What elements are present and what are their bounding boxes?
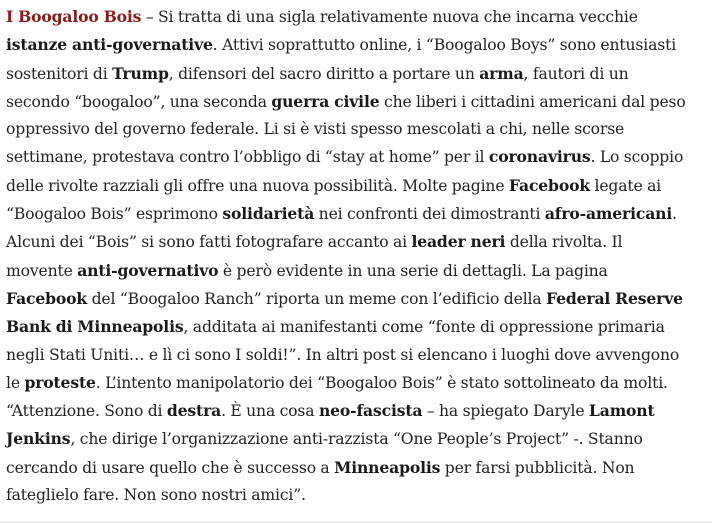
body-text: – Si tratta di una sigla relativamente nuova che incarna vecchie bbox=[141, 8, 638, 26]
emphasized-keyword: afro-americani bbox=[544, 204, 673, 224]
body-text: del “Boogaloo Ranch” riporta un meme con l’edificio della bbox=[87, 289, 547, 308]
article-body bbox=[6, 3, 686, 509]
body-text: . È una cosa bbox=[221, 402, 319, 421]
body-text: . L’intento manipolatorio dei “Boogaloo Bois” è stato sottolineato da molti. “Attenzione. Sono di bbox=[6, 373, 668, 421]
body-text: . Alcuni dei “Bois” si sono fatti fotografare accanto ai bbox=[6, 205, 677, 252]
emphasized-keyword: Federal Reserve Bank di Minneapolis bbox=[6, 288, 683, 337]
emphasized-keyword: anti-governativo bbox=[77, 260, 219, 280]
emphasized-keyword: neo-fascista bbox=[318, 401, 423, 421]
body-text: , difensori del sacro diritto a portare un bbox=[168, 64, 480, 83]
body-text: , che dirige l’organizzazione anti-razzista “One People’s Project” -. Stanno cercando di usare quello che è successo a bbox=[6, 430, 643, 477]
emphasized-keyword: guerra civile bbox=[271, 91, 380, 111]
body-text: per farsi pubblicità. Non fateglielo fare. Non sono nostri amici”. bbox=[6, 458, 635, 505]
body-text: . Attivi soprattutto online, i “Boogaloo Boys” sono entusiasti sostenitori di bbox=[6, 36, 677, 83]
emphasized-keyword: solidarietà bbox=[222, 204, 315, 224]
body-text: che liberi i cittadini americani dal peso oppressivo del governo federale. Li si è visti spesso mescolati a chi, nelle scorse settimane, protestava contro l’obbligo di “stay at home” per il bbox=[6, 92, 686, 167]
emphasized-keyword: destra bbox=[166, 401, 222, 421]
emphasized-keyword: Facebook bbox=[6, 288, 88, 308]
body-text: . Lo scoppio delle rivolte razziali gli offre una nuova possibilità. Molte pagine bbox=[6, 148, 684, 195]
article-lead-title: I Boogaloo Bois bbox=[6, 7, 142, 26]
emphasized-keyword: Trump bbox=[112, 63, 169, 83]
emphasized-keyword: arma bbox=[479, 63, 524, 83]
emphasized-keyword: istanze anti-governative bbox=[6, 35, 213, 55]
emphasized-keyword: proteste bbox=[24, 372, 96, 392]
emphasized-keyword: Facebook bbox=[508, 175, 590, 195]
emphasized-keyword: Lamont Jenkins bbox=[6, 401, 655, 449]
emphasized-keyword: coronavirus bbox=[488, 147, 591, 167]
emphasized-keyword: leader neri bbox=[411, 232, 506, 252]
emphasized-keyword: Minneapolis bbox=[334, 457, 441, 477]
body-text: è però evidente in una serie di dettagli. La pagina bbox=[218, 261, 608, 280]
body-text: legate ai “Boogaloo Bois” esprimono bbox=[6, 176, 662, 224]
body-text: , fautori di un secondo “boogaloo”, una seconda bbox=[6, 64, 629, 111]
article-paragraph bbox=[6, 3, 686, 509]
body-text: , additata ai manifestanti come “fonte di oppressione primaria negli Stati Uniti… e lì ci sono I soldi!”. In altri post si elencano i luoghi dove avvengono le bbox=[6, 318, 680, 392]
body-text: nei confronti dei dimostranti bbox=[314, 205, 545, 224]
body-text: – ha spiegato Daryle bbox=[422, 402, 589, 421]
body-text: della rivolta. Il movente bbox=[6, 233, 623, 280]
